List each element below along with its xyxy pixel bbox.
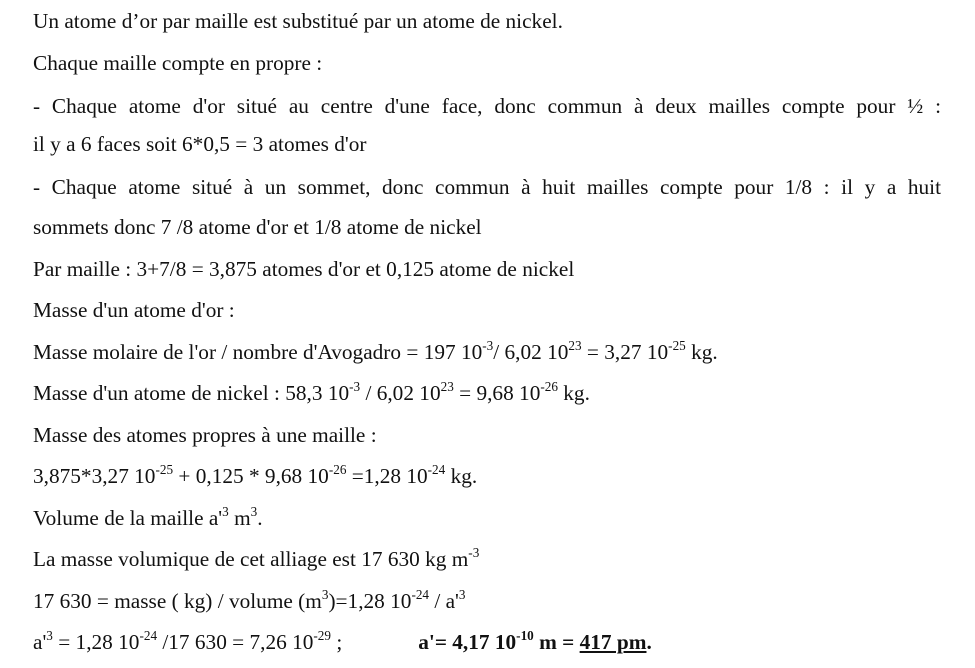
- exponent: 3: [458, 586, 466, 602]
- text-segment: m =: [533, 630, 580, 654]
- text-line-14: [33, 546, 479, 572]
- text-segment: = 1,28 10: [52, 630, 140, 654]
- text-line-7: Par maille : 3+7/8 = 3,875 atomes d'or et 0,125 atome de nickel: [33, 257, 575, 281]
- exponent: -25: [668, 337, 686, 353]
- exponent: 23: [440, 378, 454, 394]
- text-segment: =1,28 10: [346, 464, 428, 488]
- exponent: -3: [349, 378, 361, 394]
- text-line-16: [33, 629, 652, 655]
- final-answer: 417 pm: [579, 630, 647, 654]
- text-segment: / a': [429, 589, 459, 613]
- text-segment: + 0,125 * 9,68 10: [173, 464, 329, 488]
- text-segment: Volume de la maille a': [33, 506, 223, 530]
- exponent: 23: [568, 337, 582, 353]
- exponent: 3: [222, 503, 229, 519]
- text-line-5: - Chaque atome situé à un sommet, donc commun à huit mailles compte pour 1/8 : il y a huit: [33, 175, 941, 199]
- exponent: 3: [321, 586, 329, 602]
- text-line-3: - Chaque atome d'or situé au centre d'une face, donc commun à deux mailles compte pour ½ :: [33, 94, 941, 118]
- text-segment: kg.: [685, 340, 718, 364]
- text-segment: / 6,02 10: [493, 340, 569, 364]
- exponent: -3: [482, 337, 494, 353]
- text-line-6: sommets donc 7 /8 atome d'or et 1/8 atome de nickel: [33, 215, 482, 239]
- text-line-12: [33, 463, 477, 489]
- text-line-9: [33, 339, 718, 365]
- text-line-1: Un atome d’or par maille est substitué par un atome de nickel.: [33, 9, 563, 33]
- text-segment: ;: [331, 630, 343, 654]
- text-segment: .: [257, 506, 263, 530]
- text-segment: La masse volumique de cet alliage est 17 630 kg m: [33, 547, 469, 571]
- exponent: -25: [155, 461, 174, 477]
- exponent: 3: [46, 627, 53, 643]
- text-line-8: Masse d'un atome d'or :: [33, 298, 235, 322]
- exponent: -26: [540, 378, 558, 394]
- text-line-11: Masse des atomes propres à une maille :: [33, 423, 377, 447]
- exponent: -26: [328, 461, 347, 477]
- text-line-13: [33, 505, 263, 531]
- text-segment: )=1,28 10: [328, 589, 412, 613]
- text-segment: Masse molaire de l'or / nombre d'Avogadro = 197 10: [33, 340, 483, 364]
- text-line-15: [33, 588, 465, 614]
- text-line-2: Chaque maille compte en propre :: [33, 51, 323, 75]
- text-segment: a': [33, 630, 47, 654]
- text-segment: = 9,68 10: [453, 381, 541, 405]
- exponent: -24: [411, 586, 430, 602]
- exponent: -10: [516, 627, 534, 643]
- text-segment: = 3,27 10: [581, 340, 669, 364]
- exponent: -3: [468, 544, 480, 560]
- exponent: -24: [139, 627, 158, 643]
- text-segment: m: [228, 506, 251, 530]
- exponent: -29: [313, 627, 331, 643]
- text-segment: /17 630 = 7,26 10: [157, 630, 314, 654]
- text-segment: 17 630 = masse ( kg) / volume (m: [33, 589, 322, 613]
- result-value: [418, 627, 652, 654]
- text-segment: kg.: [557, 381, 590, 405]
- text-segment: a'= 4,17 10: [418, 630, 517, 654]
- text-line-10: [33, 380, 590, 406]
- text-line-4: il y a 6 faces soit 6*0,5 = 3 atomes d'or: [33, 132, 367, 156]
- exponent: 3: [250, 503, 258, 519]
- text-segment: .: [646, 630, 652, 654]
- text-segment: / 6,02 10: [360, 381, 441, 405]
- text-segment: Masse d'un atome de nickel : 58,3 10: [33, 381, 350, 405]
- text-segment: 3,875*3,27 10: [33, 464, 156, 488]
- exponent: -24: [427, 461, 446, 477]
- text-segment: kg.: [445, 464, 478, 488]
